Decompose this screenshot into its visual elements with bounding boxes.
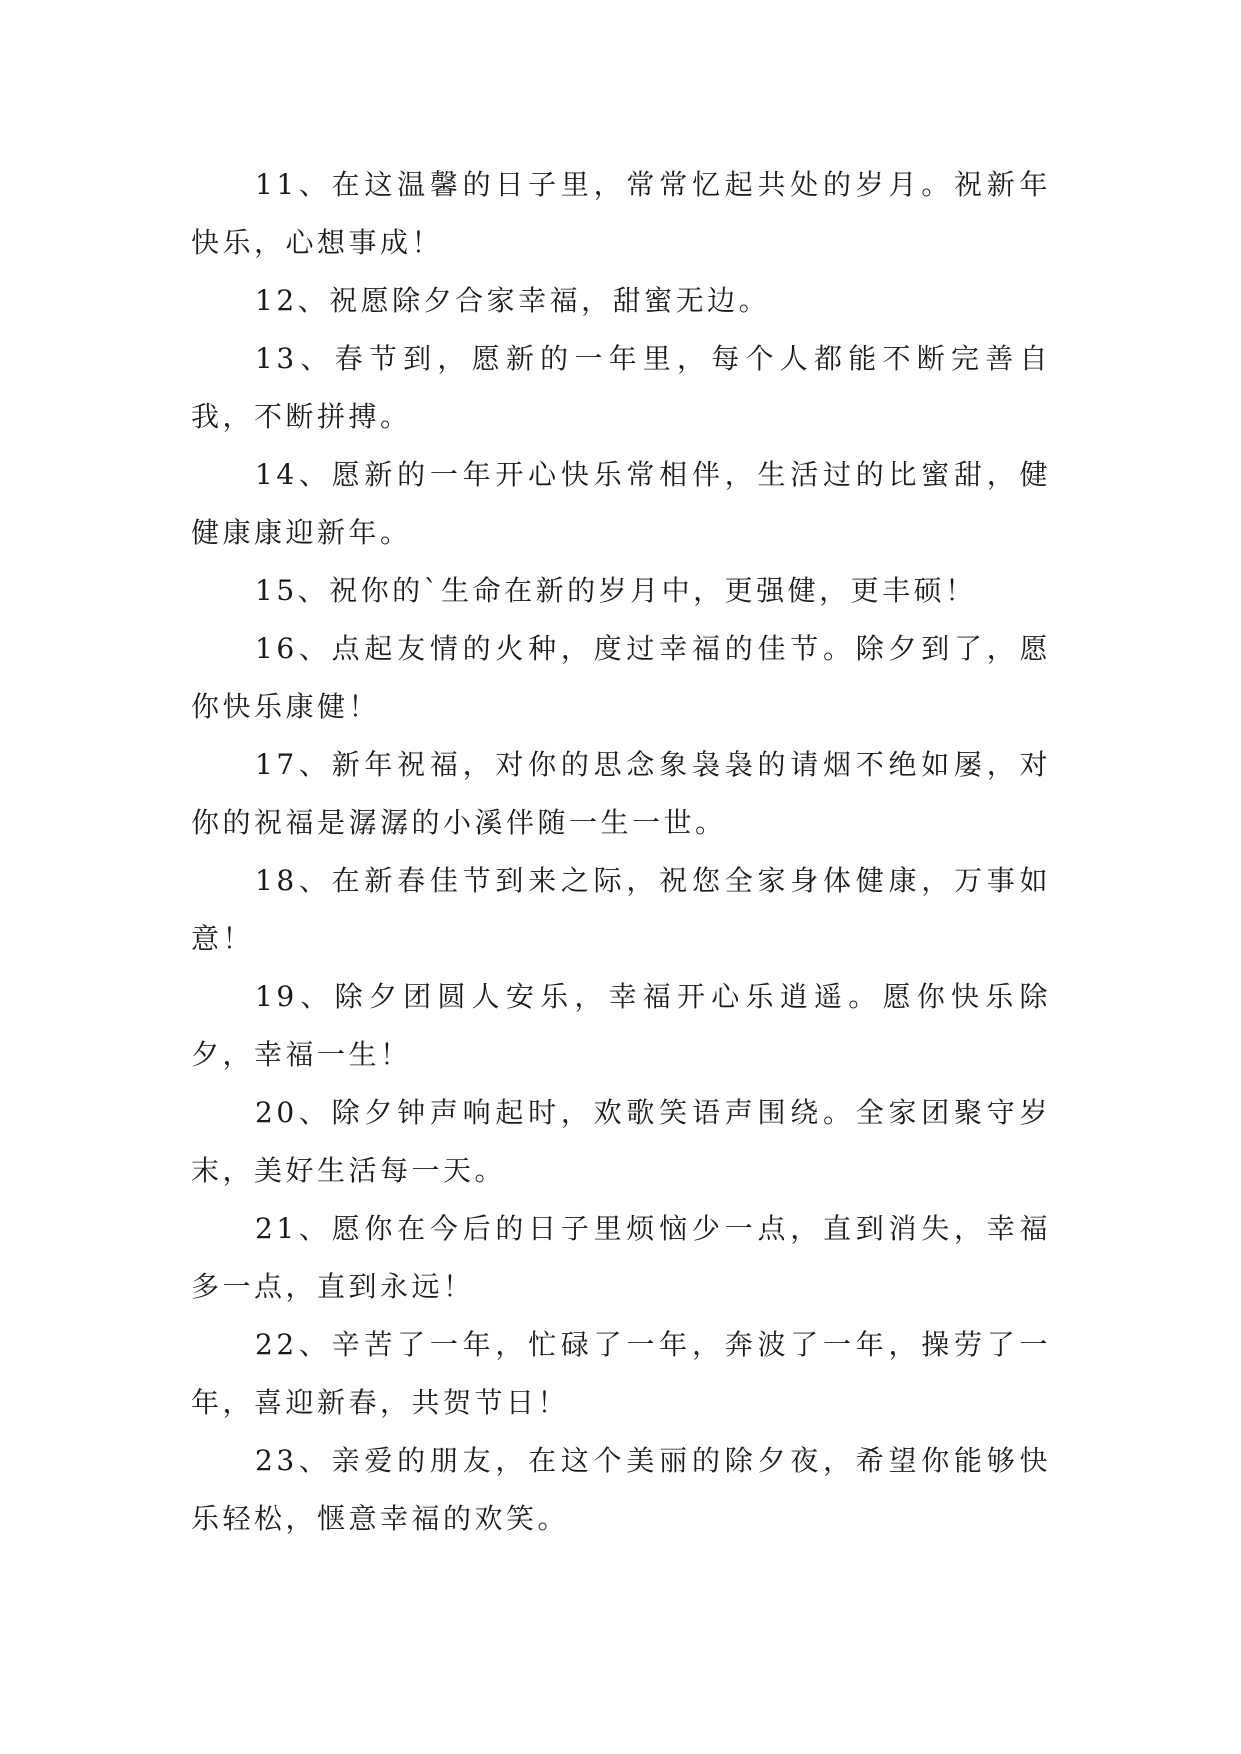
paragraph-21: 21、愿你在今后的日子里烦恼少一点，直到消失，幸福多一点，直到永远！: [191, 1212, 1051, 1303]
paragraph-20: 20、除夕钟声响起时，欢歌笑语声围绕。全家团聚守岁末，美好生活每一天。: [191, 1096, 1051, 1187]
paragraph-18: 18、在新春佳节到来之际，祝您全家身体健康，万事如意！: [191, 864, 1051, 955]
document-body: [191, 156, 1051, 1548]
paragraph-17: 17、新年祝福，对你的思念象袅袅的请烟不绝如屡，对你的祝福是潺潺的小溪伴随一生一世。: [191, 748, 1051, 839]
paragraph-12: 12、祝愿除夕合家幸福，甜蜜无边。: [255, 284, 771, 317]
paragraph-11: 11、在这温馨的日子里，常常忆起共处的岁月。祝新年快乐，心想事成！: [191, 168, 1051, 259]
paragraph-22: 22、辛苦了一年，忙碌了一年，奔波了一年，操劳了一年，喜迎新春，共贺节日！: [191, 1328, 1051, 1419]
paragraph-19: 19、除夕团圆人安乐，幸福开心乐逍遥。愿你快乐除夕，幸福一生！: [191, 980, 1051, 1071]
paragraph-16: 16、点起友情的火种，度过幸福的佳节。除夕到了，愿你快乐康健！: [191, 632, 1051, 723]
paragraph-15: 15、祝你的`生命在新的岁月中，更强健，更丰硕！: [255, 574, 977, 607]
paragraph-23: 23、亲爱的朋友，在这个美丽的除夕夜，希望你能够快乐轻松，惬意幸福的欢笑。: [191, 1444, 1051, 1535]
paragraph-14: 14、愿新的一年开心快乐常相伴，生活过的比蜜甜，健健康康迎新年。: [191, 458, 1051, 549]
paragraph-13: 13、春节到，愿新的一年里，每个人都能不断完善自我，不断拼搏。: [191, 342, 1051, 433]
